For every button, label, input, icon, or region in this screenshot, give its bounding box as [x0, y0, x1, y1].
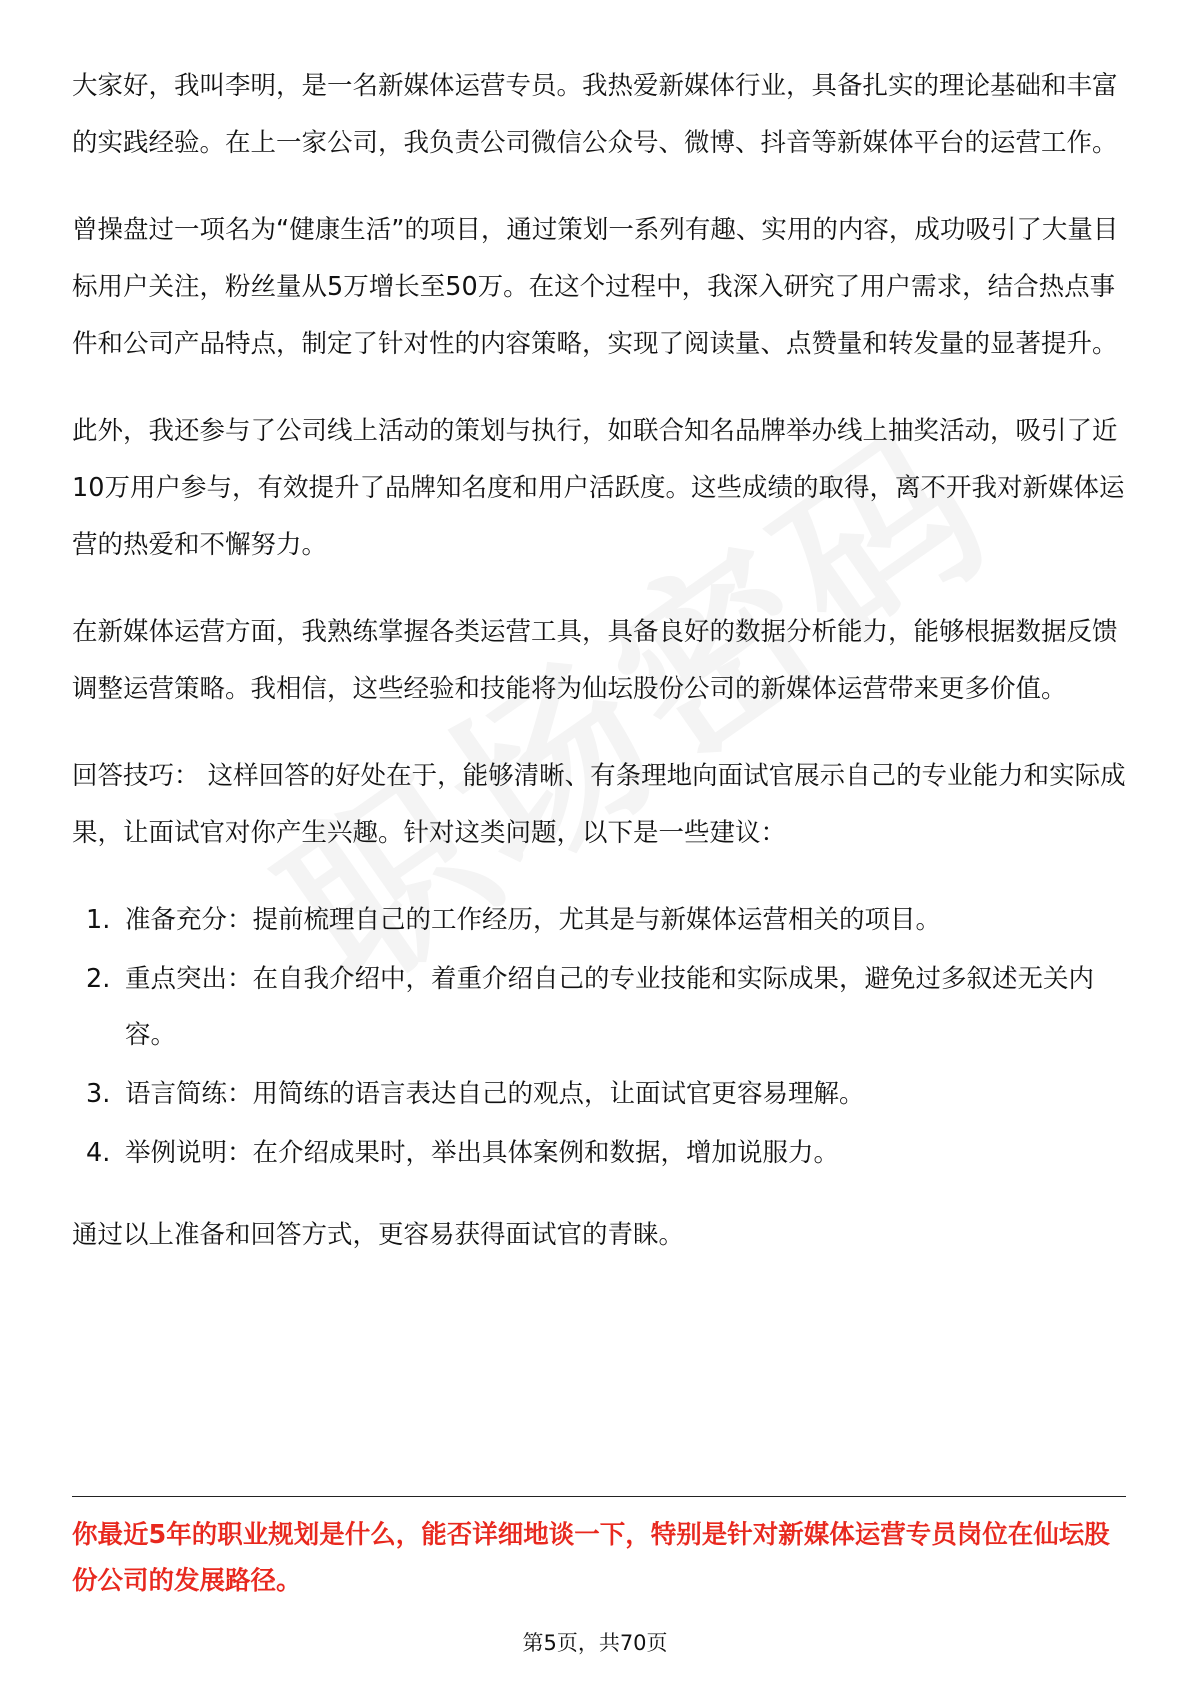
tips-list-item — [72, 1066, 1126, 1122]
list-number: 2. — [86, 964, 111, 994]
next-question-heading: 你最近5年的职业规划是什么，能否详细地谈一下，特别是针对新媒体运营专员岗位在仙坛股份公司的发展路径。 — [72, 1520, 1110, 1596]
list-item-text: 重点突出：在自我介绍中，着重介绍自己的专业技能和实际成果，避免过多叙述无关内容。 — [125, 964, 1095, 1050]
conclusion-paragraph: 通过以上准备和回答方式，更容易获得面试官的青睐。 — [72, 1220, 685, 1250]
skills-paragraph: 在新媒体运营方面，我熟练掌握各类运营工具，具备良好的数据分析能力，能够根据数据反馈调整运营策略。我相信，这些经验和技能将为仙坛股份公司的新媒体运营带来更多价值。 — [72, 617, 1118, 704]
list-number: 1. — [86, 905, 111, 935]
tips-intro-paragraph: 回答技巧： 这样回答的好处在于，能够清晰、有条理地向面试官展示自己的专业能力和实际成果，让面试官对你产生兴趣。针对这类问题，以下是一些建议： — [72, 761, 1126, 848]
intro-paragraph: 大家好，我叫李明，是一名新媒体运营专员。我热爱新媒体行业，具备扎实的理论基础和丰富的实践经验。在上一家公司，我负责公司微信公众号、微博、抖音等新媒体平台的运营工作。 — [72, 71, 1118, 158]
section-divider — [72, 1496, 1126, 1497]
list-item-text: 举例说明：在介绍成果时，举出具体案例和数据，增加说服力。 — [125, 1138, 840, 1168]
tips-list-item — [72, 1125, 1126, 1181]
page-footer: 第5页，共70页 — [522, 1631, 668, 1655]
list-item-text: 准备充分：提前梳理自己的工作经历，尤其是与新媒体运营相关的项目。 — [125, 905, 942, 935]
list-number: 3. — [86, 1079, 111, 1109]
activity-paragraph: 此外，我还参与了公司线上活动的策划与执行，如联合知名品牌举办线上抽奖活动，吸引了近10万用户参与，有效提升了品牌知名度和用户活跃度。这些成绩的取得，离不开我对新媒体运营的热爱和不懈努力。 — [72, 416, 1125, 560]
list-number: 4. — [86, 1138, 111, 1168]
tips-list — [72, 892, 1126, 1181]
tips-list-item — [72, 951, 1126, 1063]
list-item-text: 语言简练：用简练的语言表达自己的观点，让面试官更容易理解。 — [125, 1079, 865, 1109]
project-paragraph: 曾操盘过一项名为“健康生活”的项目，通过策划一系列有趣、实用的内容，成功吸引了大量目标用户关注，粉丝量从5万增长至50万。在这个过程中，我深入研究了用户需求，结合热点事件和公司产品特点，制定了针对性的内容策略，实现了阅读量、点赞量和转发量的显著提升。 — [72, 215, 1119, 359]
tips-list-item — [72, 892, 1126, 948]
document-body — [72, 58, 1126, 1294]
